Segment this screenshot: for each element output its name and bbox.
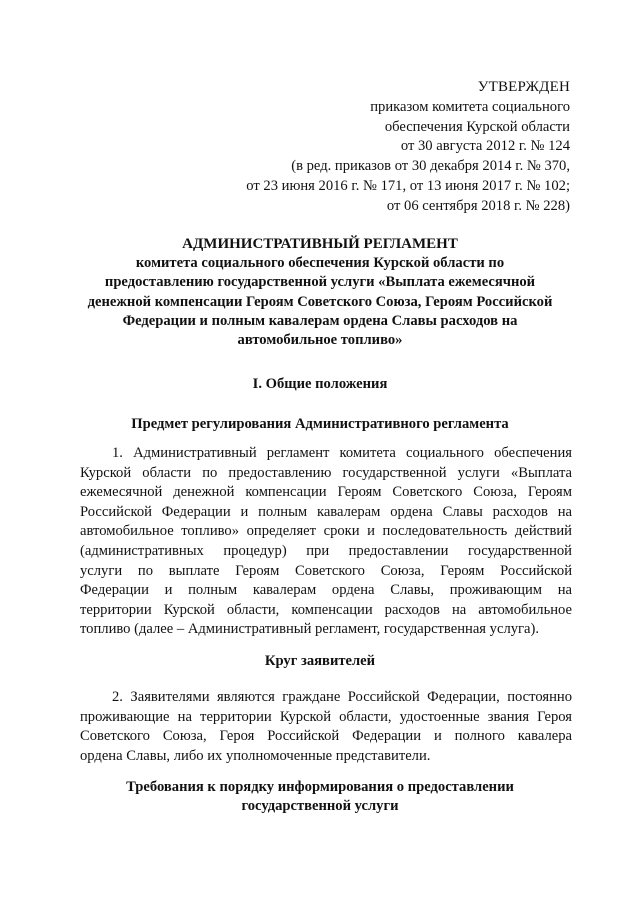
approval-stamp: [246, 78, 570, 217]
paragraph-line: Советского Союза, Героя Российской Федерации и полного кавалера: [80, 728, 572, 745]
paragraph-line: Российской Федерации и полным кавалерам ордена Славы расходов на: [80, 503, 572, 520]
paragraph-line: Курской области по предоставлению государственной услуги «Выплата: [80, 464, 572, 481]
document-title: АДМИНИСТРАТИВНЫЙ РЕГЛАМЕНТ: [182, 236, 458, 252]
paragraph-line: ордена Славы, либо их уполномоченные представители.: [80, 747, 431, 764]
regulation-title: [70, 235, 570, 350]
paragraph-line: топливо (далее – Административный регламент, государственная услуга).: [80, 621, 539, 638]
info-requirements-heading: Требования к порядку информирования о предоставлении: [126, 779, 514, 795]
approval-line: (в ред. приказов от 30 декабря 2014 г. № 370,: [291, 158, 570, 175]
paragraph-line: ежемесячной денежной компенсации Героям Советского Союза, Героям: [80, 484, 572, 501]
approval-line: от 23 июня 2016 г. № 171, от 13 июня 2017 г. № 102;: [246, 177, 570, 194]
paragraph-line: автомобильное топливо» определяет сроки и последовательность действий: [80, 523, 572, 540]
info-requirements-heading-line-2: государственной услуги: [241, 798, 399, 814]
title-line: денежной компенсации Героям Советского Союза, Героям Российской: [87, 293, 553, 310]
title-line: комитета социального обеспечения Курской области по: [135, 255, 505, 272]
approval-line: обеспечения Курской области: [384, 118, 570, 135]
paragraph-1: [80, 444, 572, 640]
paragraph-line: 1. Административный регламент комитета социального обеспечения: [112, 445, 572, 461]
paragraph-line: услуги по выплате Героям Советского Союза, Героям Российской: [80, 562, 572, 579]
paragraph-2: [80, 688, 572, 766]
section-heading: I. Общие положения: [252, 376, 388, 392]
approval-line: приказом комитета социального: [370, 98, 570, 115]
paragraph-line: проживающие на территории Курской области, удостоенные звания Героя: [80, 708, 572, 725]
applicants-heading: Круг заявителей: [264, 653, 376, 669]
paragraph-line: 2. Заявителями являются граждане Российской Федерации, постоянно: [112, 689, 572, 705]
title-line: автомобильное топливо»: [237, 332, 403, 349]
paragraph-line: территории Курской области, компенсации расходов на автомобильное: [80, 601, 572, 618]
paragraph-line: (административных процедур) при предоставлении государственной: [80, 542, 572, 559]
paragraph-line: Федерации и полным кавалерам ордена Славы, проживающим на: [80, 582, 572, 599]
subsection-heading: Предмет регулирования Административного регламента: [131, 416, 509, 432]
approval-line: от 30 августа 2012 г. № 124: [400, 138, 570, 155]
approval-line: от 06 сентября 2018 г. № 228): [386, 197, 570, 214]
approval-title: УТВЕРЖДЕН: [477, 79, 570, 95]
title-line: Федерации и полным кавалерам ордена Славы расходов на: [122, 312, 518, 329]
title-line: предоставлению государственной услуги «Выплата ежемесячной: [104, 274, 536, 291]
